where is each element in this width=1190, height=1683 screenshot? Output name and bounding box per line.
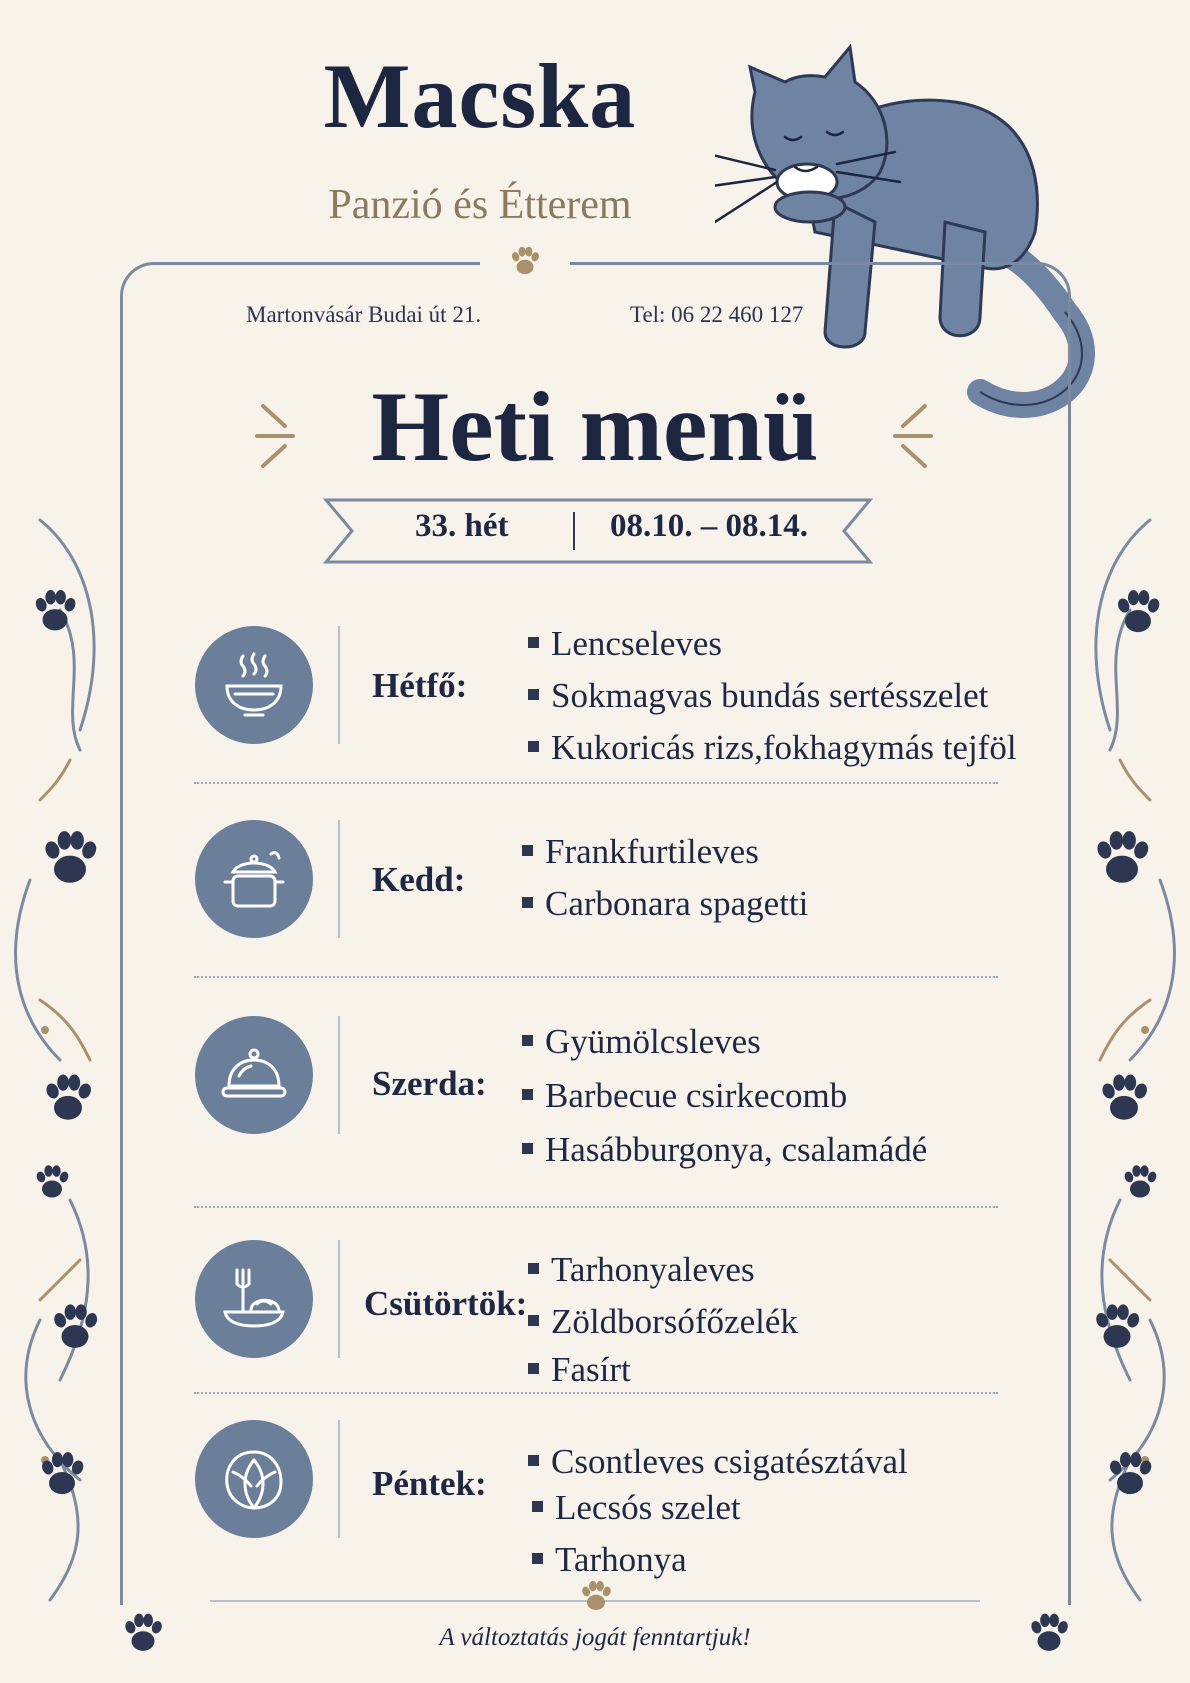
phone-number: Tel: 06 22 460 127 (630, 302, 804, 327)
row-separator (194, 1392, 998, 1394)
dish-item: Carbonara spagetti (522, 886, 808, 921)
restaurant-subtitle: Panzió és Étterem (328, 182, 632, 228)
paw-icon (36, 1448, 88, 1500)
sparkle-right-icon (888, 398, 933, 470)
day-icon-friday (195, 1420, 313, 1538)
week-number: 33. hét (415, 508, 509, 544)
paw-icon (48, 1300, 102, 1354)
paw-icon (1096, 1070, 1152, 1126)
day-label-tuesday: Kedd: (372, 860, 466, 899)
paw-icon (578, 1578, 614, 1614)
dish-item: Sokmagvas bundás sertésszelet (528, 678, 988, 713)
cooking-pot-icon (219, 844, 289, 914)
paw-icon (1104, 1448, 1156, 1500)
paw-icon (32, 1162, 72, 1202)
dish-item: Lecsós szelet (532, 1490, 741, 1525)
cabbage-icon (219, 1444, 289, 1514)
dish-item: Barbecue csirkecomb (522, 1078, 847, 1113)
row-separator (194, 782, 998, 784)
paw-icon (40, 1070, 96, 1126)
menu-title: Heti menü (371, 371, 819, 482)
paw-icon (1120, 1162, 1160, 1202)
dish-item: Hasábburgonya, csalamádé (522, 1132, 927, 1167)
paw-icon (1112, 586, 1164, 638)
soup-bowl-icon (219, 650, 289, 720)
dish-item: Frankfurtileves (522, 834, 759, 869)
address: Martonvásár Budai út 21. (246, 302, 482, 327)
paw-icon (30, 586, 80, 636)
footer-note: A változtatás jogát fenntartjuk! (439, 1624, 751, 1651)
dish-item: Csontleves csigatésztával (528, 1444, 908, 1479)
day-icon-tuesday (195, 820, 313, 938)
paw-icon (1090, 826, 1154, 890)
dish-item: Lencseleves (528, 626, 722, 661)
day-label-friday: Péntek: (372, 1464, 487, 1503)
row-separator (194, 976, 998, 978)
day-icon-thursday (195, 1240, 313, 1358)
pasta-plate-icon (219, 1264, 289, 1334)
row-separator (194, 1206, 998, 1208)
cloche-icon (219, 1040, 289, 1110)
dish-item: Kukoricás rizs,fokhagymás tejföl (528, 730, 1017, 765)
paw-icon (120, 1610, 166, 1656)
paw-icon (508, 244, 542, 278)
dish-item: Fasírt (528, 1352, 631, 1387)
week-dates: 08.10. – 08.14. (610, 508, 808, 544)
day-label-monday: Hétfő: (372, 666, 468, 705)
paw-icon (1090, 1300, 1144, 1354)
paw-icon (38, 826, 102, 890)
day-label-thursday: Csütörtök: (364, 1284, 528, 1323)
dish-item: Zöldborsófőzelék (528, 1304, 798, 1339)
day-icon-monday (195, 626, 313, 744)
dish-item: Tarhonya (532, 1542, 687, 1577)
dish-item: Tarhonyaleves (528, 1252, 755, 1287)
paw-icon (1026, 1610, 1072, 1656)
day-label-wednesday: Szerda: (372, 1064, 487, 1103)
restaurant-name: Macska (323, 45, 637, 147)
day-icon-wednesday (195, 1016, 313, 1134)
dish-item: Gyümölcsleves (522, 1024, 761, 1059)
